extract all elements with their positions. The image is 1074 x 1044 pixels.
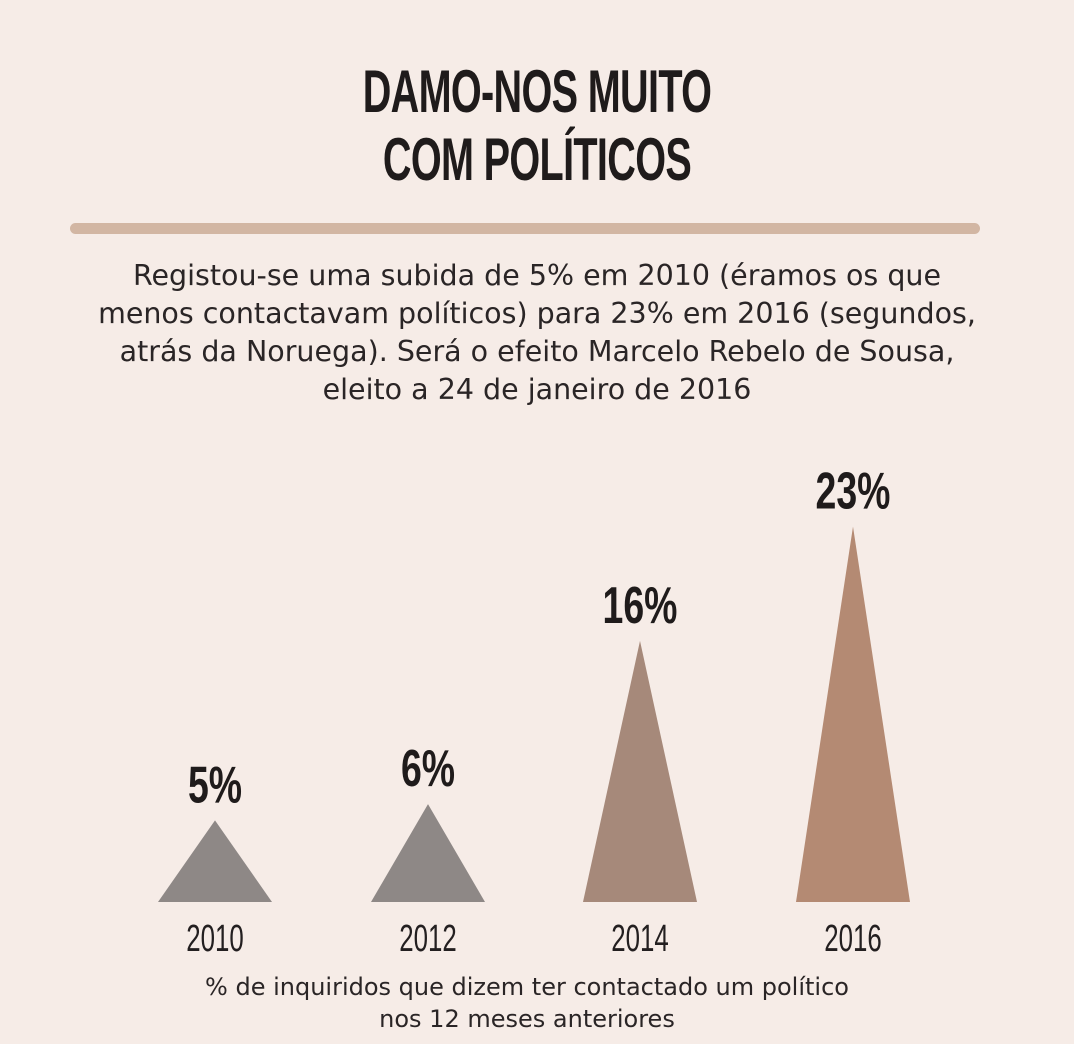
footnote-line-2: nos 12 meses anteriores: [379, 1005, 675, 1033]
category-label-2016: 2016: [824, 917, 882, 960]
title-line-2: COM POLÍTICOS: [382, 126, 692, 193]
bar-2010: [158, 820, 272, 902]
intro-line-1: Registou-se uma subida de 5% em 2010 (éramos os que: [132, 259, 942, 292]
category-label-2014: 2014: [611, 917, 669, 960]
intro-line-3: atrás da Noruega). Será o efeito Marcelo Rebelo de Sousa,: [119, 335, 955, 368]
category-label-2010: 2010: [186, 917, 244, 960]
intro-text: [20, 257, 1054, 409]
intro-line-4: eleito a 24 de janeiro de 2016: [322, 373, 752, 406]
bar-2012: [371, 804, 485, 902]
value-label-2010: 5%: [187, 755, 243, 814]
category-label-2012: 2012: [399, 917, 457, 960]
chart-footnote: [0, 971, 1054, 1035]
triangle-bar-chart: [0, 440, 1074, 970]
value-label-2012: 6%: [400, 739, 456, 798]
footnote-line-1: % de inquiridos que dizem ter contactado um político: [205, 973, 849, 1001]
bar-2014: [583, 641, 697, 902]
bar-2016: [796, 527, 910, 902]
chart-title: [183, 58, 892, 194]
intro-line-2: menos contactavam políticos) para 23% em 2016 (segundos,: [98, 297, 976, 330]
value-label-2014: 16%: [602, 575, 678, 635]
title-line-1: DAMO-NOS MUITO: [362, 58, 712, 125]
value-label-2016: 23%: [815, 461, 891, 521]
title-divider: [70, 223, 980, 234]
